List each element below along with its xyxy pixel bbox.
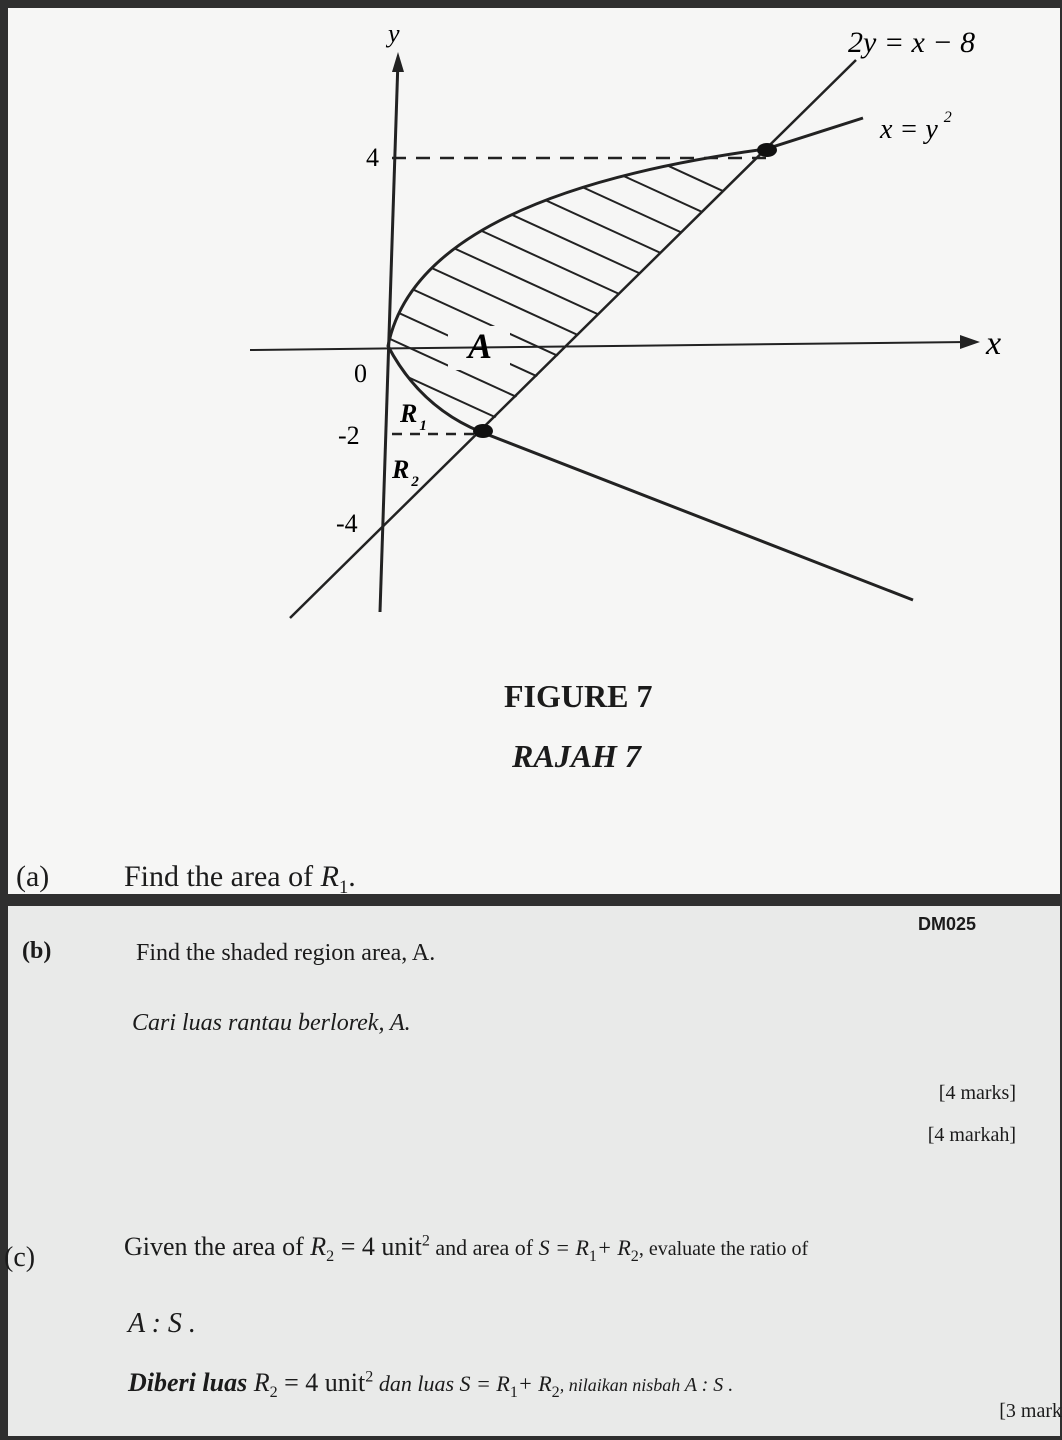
x-axis-arrow-icon <box>960 335 980 349</box>
region-r2-label: R $_2$ <box>392 455 419 490</box>
course-code: DM025 <box>917 914 976 934</box>
bottom-page <box>4 906 1062 1436</box>
curve-equation-label: x = y $^2$ <box>880 109 952 145</box>
question-b-marks-en: [4 marks] <box>938 1082 1016 1104</box>
x-axis <box>250 342 968 350</box>
top-page <box>8 8 1060 898</box>
question-b-text-ms: Cari luas rantau berlorek, A. <box>132 1010 411 1036</box>
question-b-text-en: Find the shaded region area, A. <box>136 940 436 966</box>
question-c-marks: [3 mark <box>999 1400 1062 1422</box>
y-tick-minus-2: -2 <box>338 421 360 450</box>
question-b-marks-ms: [4 markah] <box>927 1124 1016 1146</box>
region-r1-label: R $_1$ <box>400 399 427 434</box>
y-axis-arrow-icon <box>392 52 404 72</box>
region-a-label: A <box>468 326 493 366</box>
figure-caption-en: FIGURE 7 <box>504 678 653 714</box>
question-c-label: (c) <box>4 1242 36 1273</box>
intersection-point-upper <box>757 143 777 157</box>
question-c-text-en: Given the area of $R_2 = 4$ unit$^2$ and area of $S = R_1+ R_2$, evaluate the ratio of <box>124 1232 809 1266</box>
question-a-text: Find the area of $R_1$. <box>124 860 356 898</box>
x-axis-label: x <box>986 325 1002 362</box>
y-tick-minus-4: -4 <box>336 509 358 538</box>
y-tick-4: 4 <box>366 143 379 172</box>
figure-caption-ms: RAJAH 7 <box>512 738 641 774</box>
y-axis-label: y <box>388 19 400 48</box>
question-c-text-ms: Diberi luas $R_2 = 4$ unit$^2$ dan luas $S = R_1+ R_2$, nilaikan nisbah A : S . <box>128 1368 734 1402</box>
intersection-point-lower <box>473 424 493 438</box>
question-b-label: (b) <box>22 938 52 964</box>
question-a-label: (a) <box>16 860 50 893</box>
line-equation-label: 2y = x − 8 <box>848 26 976 59</box>
origin-label: 0 <box>354 359 367 388</box>
question-c-ratio: A : S . <box>128 1308 196 1339</box>
